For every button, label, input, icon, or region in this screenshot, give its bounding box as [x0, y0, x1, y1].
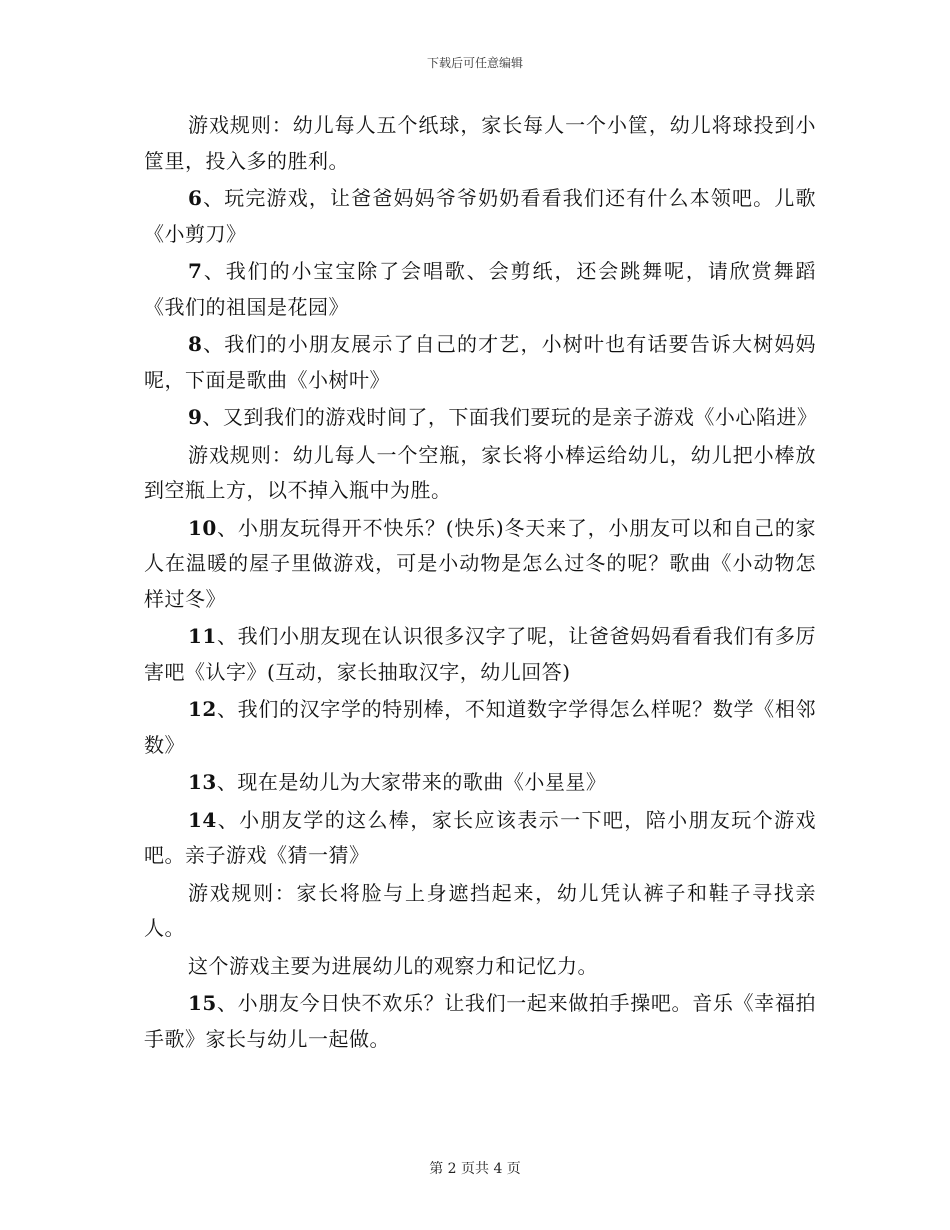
paragraph-text: 游戏规则：幼儿每人一个空瓶，家长将小棒运给幼儿，幼儿把小棒放到空瓶上方，以不掉入瓶中为胜。	[144, 442, 816, 502]
item-number: 15	[188, 991, 217, 1015]
paragraph	[144, 803, 816, 874]
paragraph-text: 、我们的小朋友展示了自己的才艺，小树叶也有话要告诉大树妈妈呢，下面是歌曲《小树叶》	[144, 332, 816, 392]
paragraph	[144, 181, 816, 252]
item-number: 11	[188, 624, 217, 648]
item-number: 6	[188, 186, 203, 210]
item-number: 9	[188, 405, 203, 429]
item-number: 10	[188, 515, 217, 540]
paragraph	[144, 511, 816, 618]
paragraph-text: 、小朋友今日快不欢乐？让我们一起来做拍手操吧。音乐《幸福拍手歌》家长与幼儿一起做。	[144, 991, 816, 1051]
paragraph-text: 、我们的汉字学的特别棒，不知道数字学得怎么样呢？数学《相邻数》	[144, 697, 816, 757]
item-number: 14	[188, 807, 217, 832]
paragraph	[144, 986, 816, 1057]
paragraph-text: 、又到我们的游戏时间了，下面我们要玩的是亲子游戏《小心陷进》	[202, 405, 818, 429]
paragraph	[144, 876, 816, 947]
paragraph-text: 游戏规则：家长将脸与上身遮挡起来，幼儿凭认裤子和鞋子寻找亲人。	[144, 880, 816, 940]
page-footer: 第 2 页共 4 页	[429, 1161, 521, 1177]
paragraph-text: 这个游戏主要为进展幼儿的观察力和记忆力。	[188, 953, 598, 978]
paragraph-text: 、我们的小宝宝除了会唱歌、会剪纸，还会跳舞呢，请欣赏舞蹈《我们的祖国是花园》	[144, 259, 816, 319]
paragraph-text: 游戏规则：幼儿每人五个纸球，家长每人一个小筐，幼儿将球投到小筐里，投入多的胜利。	[144, 113, 816, 173]
item-number: 13	[188, 770, 217, 794]
item-number: 8	[188, 332, 203, 356]
paragraph	[144, 438, 816, 509]
page-header: 下载后可任意编辑	[426, 56, 523, 70]
paragraph	[144, 327, 816, 398]
paragraph	[144, 692, 816, 763]
paragraph-text: 、玩完游戏，让爸爸妈妈爷爷奶奶看看我们还有什么本领吧。儿歌《小剪刀》	[144, 186, 816, 246]
paragraph	[144, 400, 816, 436]
paragraph-text: 、现在是幼儿为大家带来的歌曲《小星星》	[216, 770, 607, 794]
paragraph-text: 、我们小朋友现在认识很多汉字了呢，让爸爸妈妈看看我们有多厉害吧《认字》(互动，家长抽取汉字，幼儿回答)	[144, 624, 816, 684]
paragraph	[144, 254, 816, 325]
paragraph	[144, 765, 816, 801]
paragraph-text: 、小朋友玩得开不快乐？(快乐)冬天来了，小朋友可以和自己的家人在温暖的屋子里做游戏，可是小动物是怎么过冬的呢？歌曲《小动物怎样过冬》	[144, 515, 816, 611]
document-body	[144, 108, 816, 1059]
paragraph	[144, 108, 816, 179]
paragraph	[144, 619, 816, 690]
item-number: 7	[188, 259, 203, 283]
paragraph	[144, 949, 816, 985]
item-number: 12	[188, 697, 217, 721]
paragraph-text: 、小朋友学的这么棒，家长应该表示一下吧，陪小朋友玩个游戏吧。亲子游戏《猜一猜》	[144, 807, 816, 867]
